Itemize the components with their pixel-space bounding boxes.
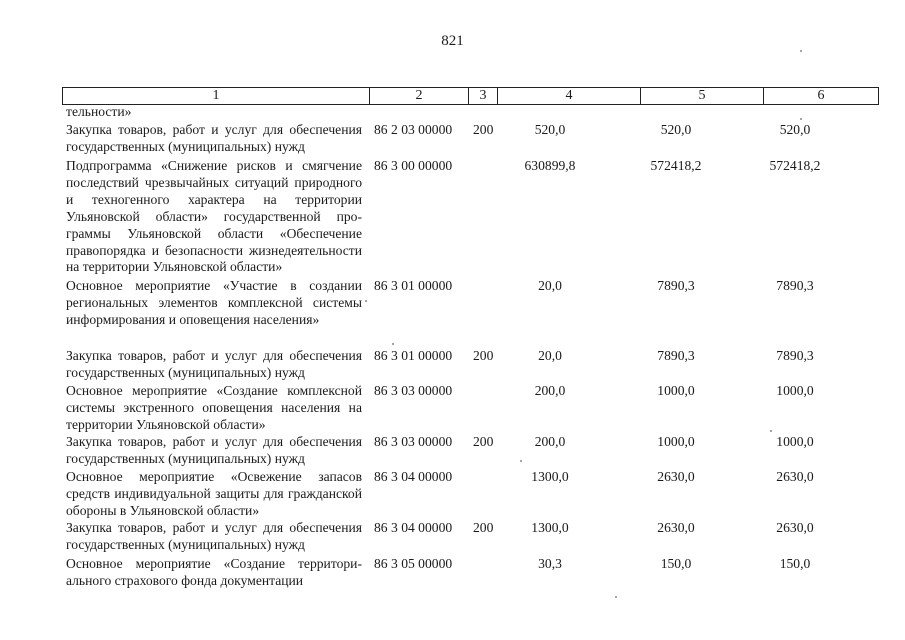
table-row <box>0 434 905 469</box>
row-value-col5: 150,0 <box>660 556 692 571</box>
row-value-col6: 520,0 <box>779 122 811 137</box>
row-code: 86 3 01 00000 <box>374 278 453 293</box>
column-header-4: 4 <box>498 88 641 105</box>
table-row <box>0 383 905 434</box>
scan-speck <box>615 596 617 598</box>
row-code: 86 3 05 00000 <box>374 556 453 571</box>
row-value-col6: 7890,3 <box>776 278 814 293</box>
row-value-col5: 2630,0 <box>657 469 695 484</box>
table-row <box>0 158 905 278</box>
column-header-1: 1 <box>63 88 370 105</box>
row-value-col4: 20,0 <box>538 348 562 363</box>
row-value-col4: 30,3 <box>538 556 562 571</box>
row-value-col6: 2630,0 <box>776 469 814 484</box>
row-value-col6: 150,0 <box>779 556 811 571</box>
row-expense-type: 200 <box>473 348 494 363</box>
row-value-col4: 1300,0 <box>531 520 569 535</box>
column-header-2: 2 <box>370 88 469 105</box>
scan-speck <box>800 50 802 52</box>
row-name: Закупка товаров, работ и услуг для обеспечения государственных (муниципальных) нужд <box>66 348 362 380</box>
scan-speck <box>800 118 802 120</box>
row-name: Основное мероприятие «Создание территориального страхового фонда документации <box>66 556 362 588</box>
row-value-col5: 520,0 <box>660 122 692 137</box>
row-code: 86 3 01 00000 <box>374 348 453 363</box>
row-value-col6: 7890,3 <box>776 348 814 363</box>
row-value-col5: 7890,3 <box>657 278 695 293</box>
table-row <box>0 469 905 520</box>
column-header-row <box>63 88 879 105</box>
column-header-3: 3 <box>469 88 498 105</box>
row-value-col5: 572418,2 <box>650 158 702 173</box>
row-expense-type: 200 <box>473 122 494 137</box>
scan-speck <box>520 460 522 462</box>
row-code: 86 3 03 00000 <box>374 434 453 449</box>
row-name: Основное мероприятие «Участие в создании региональных элементов комплексной системы информирования и оповещения населения» <box>66 278 362 327</box>
row-value-col4: 1300,0 <box>531 469 569 484</box>
row-code: 86 3 03 00000 <box>374 383 453 398</box>
row-value-col6: 2630,0 <box>776 520 814 535</box>
row-value-col5: 2630,0 <box>657 520 695 535</box>
page-number: 821 <box>441 33 464 49</box>
scan-speck <box>365 300 367 302</box>
row-name: Основное мероприятие «Создание комплексной системы экстренного оповещения населения на территории Ульяновской области» <box>66 383 362 432</box>
row-name: Основное мероприятие «Освежение запасов средств индивидуальной защиты для гражданской обороны в Ульяновской области» <box>66 469 362 518</box>
table-row <box>0 556 905 592</box>
row-value-col6: 1000,0 <box>776 383 814 398</box>
row-expense-type: 200 <box>473 434 494 449</box>
row-code: 86 3 04 00000 <box>374 469 453 484</box>
row-value-col4: 20,0 <box>538 278 562 293</box>
row-value-col4: 200,0 <box>534 434 566 449</box>
table-row <box>0 104 905 121</box>
table-row <box>0 278 905 348</box>
budget-table-body <box>0 104 905 592</box>
row-value-col5: 1000,0 <box>657 383 695 398</box>
row-value-col6: 572418,2 <box>769 158 821 173</box>
row-value-col5: 7890,3 <box>657 348 695 363</box>
row-value-col4: 520,0 <box>534 122 566 137</box>
scan-speck <box>392 343 394 345</box>
row-value-col4: 200,0 <box>534 383 566 398</box>
row-name: Закупка товаров, работ и услуг для обеспечения государственных (муниципальных) нужд <box>66 122 362 154</box>
row-value-col4: 630899,8 <box>524 158 576 173</box>
column-header-5: 5 <box>641 88 764 105</box>
row-code: 86 3 00 00000 <box>374 158 453 173</box>
column-header-6: 6 <box>764 88 879 105</box>
row-code: 86 3 04 00000 <box>374 520 453 535</box>
table-row <box>0 122 905 158</box>
column-header-table <box>62 87 879 105</box>
row-name: тельности» <box>66 104 132 119</box>
row-value-col6: 1000,0 <box>776 434 814 449</box>
row-expense-type: 200 <box>473 520 494 535</box>
row-value-col5: 1000,0 <box>657 434 695 449</box>
row-name: Подпрограмма «Снижение рисков и смягчение последствий чрезвычайных ситуаций природного и техногенного характера на территории Ульяновской области» государственной программы Ульяновской области «Обеспечение правопорядка и безопасности жизнедеятельности на территории Ульяновской области» <box>66 158 362 275</box>
table-row <box>0 348 905 383</box>
row-code: 86 2 03 00000 <box>374 122 453 137</box>
table-row <box>0 520 905 556</box>
scan-speck <box>770 430 772 432</box>
row-name: Закупка товаров, работ и услуг для обеспечения государственных (муниципальных) нужд <box>66 520 362 552</box>
row-name: Закупка товаров, работ и услуг для обеспечения государственных (муниципальных) нужд <box>66 434 362 466</box>
